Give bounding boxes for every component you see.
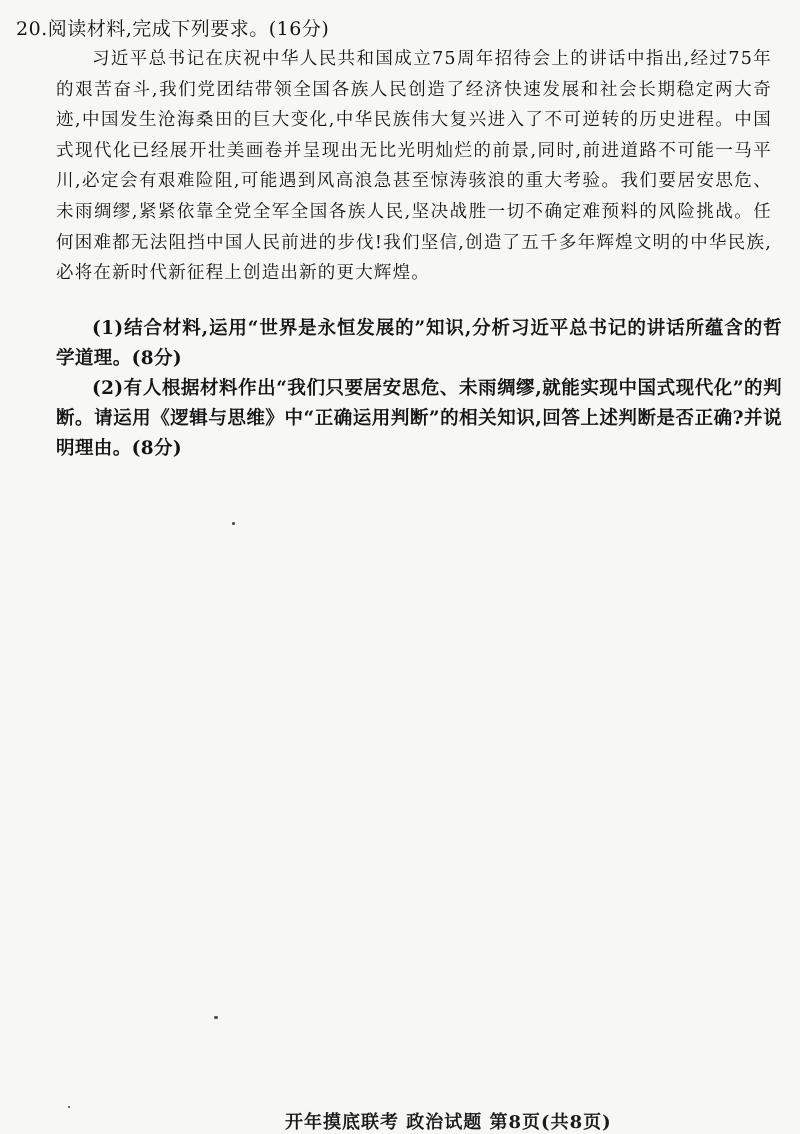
sub-question-1: (1)结合材料,运用“世界是永恒发展的”知识,分析习近平总书记的讲话所蕴含的哲学道理。(8分) xyxy=(56,318,782,369)
reading-material: 习近平总书记在庆祝中华人民共和国成立75周年招待会上的讲话中指出,经过75年的艰苦奋斗,我们党团结带领全国各族人民创造了经济快速发展和社会长期稳定两大奇迹,中国发生沧海桑田的巨大变化,中华民族伟大复兴进入了不可逆转的历史进程。中国式现代化已经展开壮美画卷并呈现出无比光明灿烂的前景,同时,前进道路不可能一马平川,必定会有艰难险阻,可能遇到风高浪急甚至惊涛骇浪的重大考验。我们要居安思危、未雨绸缪,紧紧依靠全党全军全国各族人民,坚决战胜一切不确定难预料的风险挑战。任何困难都无法阻挡中国人民前进的步伐!我们坚信,创造了五千多年辉煌文明的中华民族,必将在新时代新征程上创造出新的更大辉煌。 xyxy=(56,49,772,284)
scan-speck xyxy=(68,1106,70,1108)
sub-question-2: (2)有人根据材料作出“我们只要居安思危、未雨绸缪,就能实现中国式现代化”的判断。请运用《逻辑与思维》中“正确运用判断”的相关知识,回答上述判断是否正确?并说明理由。(8分) xyxy=(56,378,782,459)
scan-speck xyxy=(214,1016,218,1019)
question-header: 20.阅读材料,完成下列要求。(16分) xyxy=(16,18,330,40)
page-footer: 开年摸底联考 政治试题 第8页(共8页) xyxy=(285,1112,612,1133)
scan-speck xyxy=(232,522,235,525)
